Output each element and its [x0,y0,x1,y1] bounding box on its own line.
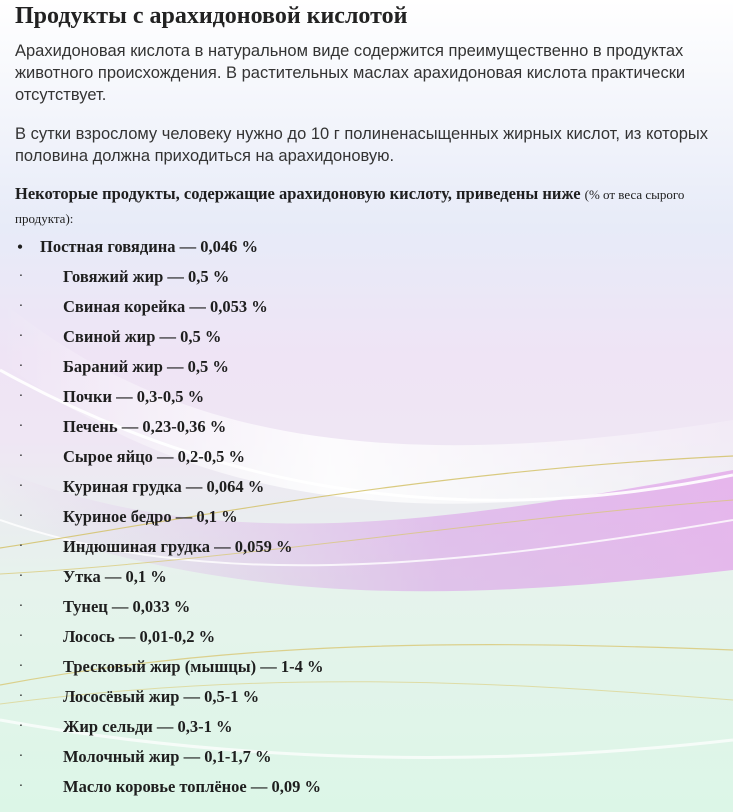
product-label: Говяжий жир — 0,5 % [63,267,230,286]
bullet-marker: · [18,479,24,494]
intro-paragraph-2: В сутки взрослому человеку нужно до 10 г полиненасыщенных жирных кислот, из которых половина должна приходиться на арахидоновую. [15,125,708,165]
page-title: Продукты с арахидоновой кислотой [15,3,408,29]
list-item [0,656,733,686]
list-item [0,386,733,416]
product-label: Свиной жир — 0,5 % [63,327,222,346]
product-label: Утка — 0,1 % [63,567,167,586]
intro-paragraph-1: Арахидоновая кислота в натуральном виде содержится преимущественно в продуктах животного происхождения. В растительных маслах арахидоновая кислота практически отсутствует. [15,42,686,104]
product-label: Масло коровье топлёное — 0,09 % [63,777,321,796]
list-item [0,476,733,506]
bullet-marker: · [18,689,24,704]
list-item [0,416,733,446]
product-label: Куриное бедро — 0,1 % [63,507,238,526]
product-label: Лосось — 0,01-0,2 % [63,627,216,646]
bullet-marker: · [18,329,24,344]
list-item [0,536,733,566]
bullet-marker: · [18,389,24,404]
bullet-marker: • [16,237,24,257]
bullet-marker: · [18,299,24,314]
bullet-marker: · [18,599,24,614]
product-label: Молочный жир — 0,1-1,7 % [63,747,272,766]
list-item [0,356,733,386]
product-list [0,236,733,806]
list-item [0,716,733,746]
product-label: Тунец — 0,033 % [63,597,191,616]
products-intro-note: (% от веса сырого продукта): [15,187,685,226]
bullet-marker: · [18,269,24,284]
product-label: Куриная грудка — 0,064 % [63,477,265,496]
list-item [0,626,733,656]
bullet-marker: · [18,419,24,434]
bullet-marker: · [18,509,24,524]
product-label: Почки — 0,3-0,5 % [63,387,205,406]
products-intro [15,182,727,230]
bullet-marker: · [18,539,24,554]
product-label: Сырое яйцо — 0,2-0,5 % [63,447,245,466]
list-item [0,776,733,806]
bullet-marker: · [18,449,24,464]
list-item [0,506,733,536]
bullet-marker: · [18,569,24,584]
bullet-marker: · [18,359,24,374]
product-label: Лососёвый жир — 0,5-1 % [63,687,260,706]
list-item [0,566,733,596]
products-intro-text: Некоторые продукты, содержащие арахидоновую кислоту, приведены ниже [15,184,581,203]
list-item [0,236,733,266]
bullet-marker: · [18,779,24,794]
product-label: Тресковый жир (мышцы) — 1-4 % [63,657,324,676]
list-item [0,686,733,716]
product-label: Бараний жир — 0,5 % [63,357,229,376]
bullet-marker: · [18,659,24,674]
product-label: Жир сельди — 0,3-1 % [63,717,233,736]
product-label: Постная говядина — 0,046 % [40,237,258,256]
product-label: Печень — 0,23-0,36 % [63,417,227,436]
list-item [0,596,733,626]
list-item [0,296,733,326]
product-label: Свиная корейка — 0,053 % [63,297,268,316]
list-item [0,446,733,476]
bullet-marker: · [18,629,24,644]
bullet-marker: · [18,749,24,764]
list-item [0,266,733,296]
bullet-marker: · [18,719,24,734]
product-label: Индюшиная грудка — 0,059 % [63,537,293,556]
list-item [0,746,733,776]
list-item [0,326,733,356]
